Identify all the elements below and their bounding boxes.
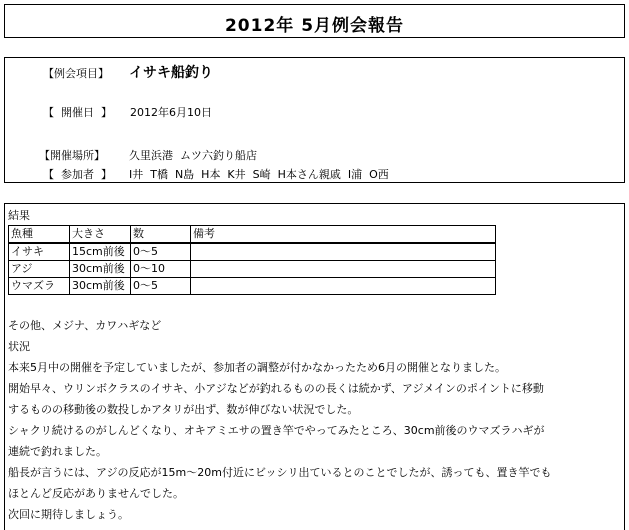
members-label: 【 参加者 】 (43, 168, 112, 181)
fish-table (8, 225, 496, 295)
status-line: するものの移動後の数投しかアタリが出ず、数が伸びない状況でした。 (8, 403, 359, 416)
status-line: ほとんど反応がありませんでした。 (8, 487, 184, 500)
note-cell (191, 243, 496, 261)
title-box (4, 4, 625, 38)
status-line: 次回に期待しましょう。 (8, 508, 129, 521)
count-cell: 0～10 (131, 261, 191, 278)
size-cell: 30cm前後 (70, 278, 131, 295)
date-label: 【 開催日 】 (43, 106, 112, 119)
column-header: 大きさ (70, 226, 131, 244)
result-box (4, 203, 625, 530)
place-value: 久里浜港 ムツ六釣り船店 (129, 149, 257, 162)
other-fish-text: その他、メジナ、カワハギなど (8, 319, 162, 332)
date-value: 2012年6月10日 (130, 106, 212, 119)
status-line: 連続で釣れました。 (8, 445, 107, 458)
column-header: 備考 (191, 226, 496, 244)
item-label: 【例会項目】 (43, 67, 109, 80)
table-row (9, 261, 496, 278)
column-header: 魚種 (9, 226, 70, 244)
members-value: I井 T橋 N島 H本 K井 S崎 H本さん親戚 I浦 O西 (129, 168, 389, 181)
info-box (4, 57, 625, 183)
place-label: 【開催場所】 (39, 149, 105, 162)
count-cell: 0～5 (131, 278, 191, 295)
note-cell (191, 261, 496, 278)
table-row (9, 278, 496, 295)
item-value: イサキ船釣り (129, 65, 213, 81)
status-line: 開始早々、ウリンボクラスのイサキ、小アジなどが釣れるものの長くは続かず、アジメインのポイントに移動 (8, 382, 544, 395)
status-line: 本来5月中の開催を予定していましたが、参加者の調整が付かなかったため6月の開催となりました。 (8, 361, 506, 374)
note-cell (191, 278, 496, 295)
status-line: シャクリ続けるのがしんどくなり、オキアミエサの置き竿でやってみたところ、30cm前後のウマズラハギが (8, 424, 545, 437)
result-heading: 結果 (8, 209, 30, 222)
fish-cell: ウマズラ (9, 278, 70, 295)
size-cell: 30cm前後 (70, 261, 131, 278)
count-cell: 0～5 (131, 243, 191, 261)
column-header: 数 (131, 226, 191, 244)
fish-cell: イサキ (9, 243, 70, 261)
fish-cell: アジ (9, 261, 70, 278)
table-row (9, 243, 496, 261)
page-title: 2012年 5月例会報告 (224, 16, 405, 36)
status-line: 船長が言うには、アジの反応が15m～20m付近にビッシリ出ているとのことでしたが、誘っても、置き竿でも (8, 466, 552, 479)
status-heading: 状況 (8, 340, 30, 353)
table-header-row (9, 226, 496, 244)
size-cell: 15cm前後 (70, 243, 131, 261)
